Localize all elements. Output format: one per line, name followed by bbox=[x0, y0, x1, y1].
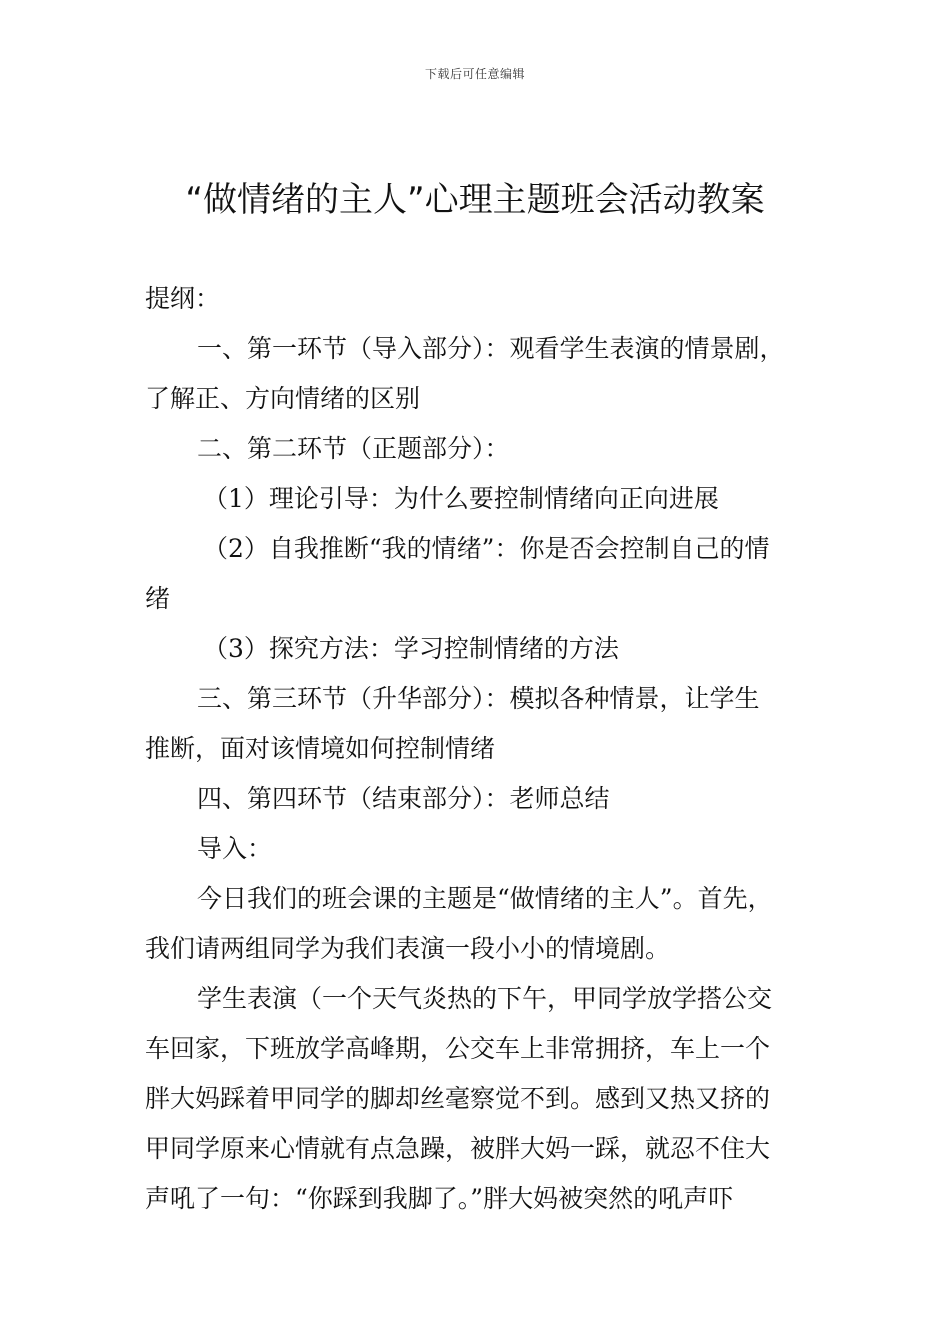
paragraph-line: 车回家，下班放学高峰期，公交车上非常拥挤，车上一个 bbox=[145, 1034, 771, 1063]
document-title: “做情绪的主人”心理主题班会活动教案 bbox=[185, 180, 765, 220]
paragraph-line: 绪 bbox=[145, 584, 171, 613]
paragraph-line: （2）自我推断“我的情绪”：你是否会控制自己的情 bbox=[203, 534, 770, 563]
paragraph-line: （1）理论引导：为什么要控制情绪向正向进展 bbox=[203, 484, 719, 513]
section-heading: 导入： bbox=[197, 834, 273, 863]
paragraph-line: 甲同学原来心情就有点急躁，被胖大妈一踩，就忍不住大 bbox=[145, 1134, 771, 1163]
document-body bbox=[145, 274, 815, 1224]
paragraph-line: 胖大妈踩着甲同学的脚却丝毫察觉不到。感到又热又挤的 bbox=[145, 1084, 771, 1113]
header-note: 下载后可任意编辑 bbox=[424, 67, 525, 81]
paragraph-line: 推断，面对该情境如何控制情绪 bbox=[145, 734, 496, 763]
paragraph-line: 三、第三环节（升华部分）：模拟各种情景，让学生 bbox=[197, 684, 760, 713]
outline-heading: 提纲： bbox=[145, 284, 221, 313]
paragraph-line: 声吼了一句：“你踩到我脚了。”胖大妈被突然的吼声吓 bbox=[145, 1184, 734, 1213]
paragraph-line: 二、第二环节（正题部分）： bbox=[197, 434, 510, 463]
paragraph-line: （3）探究方法：学习控制情绪的方法 bbox=[203, 634, 619, 663]
paragraph-line: 学生表演（一个天气炎热的下午，甲同学放学搭公交 bbox=[197, 984, 773, 1013]
paragraph-line: 四、第四环节（结束部分）：老师总结 bbox=[197, 784, 610, 813]
paragraph-line: 了解正、方向情绪的区别 bbox=[145, 384, 421, 413]
paragraph-line: 我们请两组同学为我们表演一段小小的情境剧。 bbox=[145, 934, 671, 963]
paragraph-line: 一、第一环节（导入部分）：观看学生表演的情景剧， bbox=[197, 334, 785, 363]
paragraph-line: 今日我们的班会课的主题是“做情绪的主人”。首先， bbox=[197, 884, 773, 913]
